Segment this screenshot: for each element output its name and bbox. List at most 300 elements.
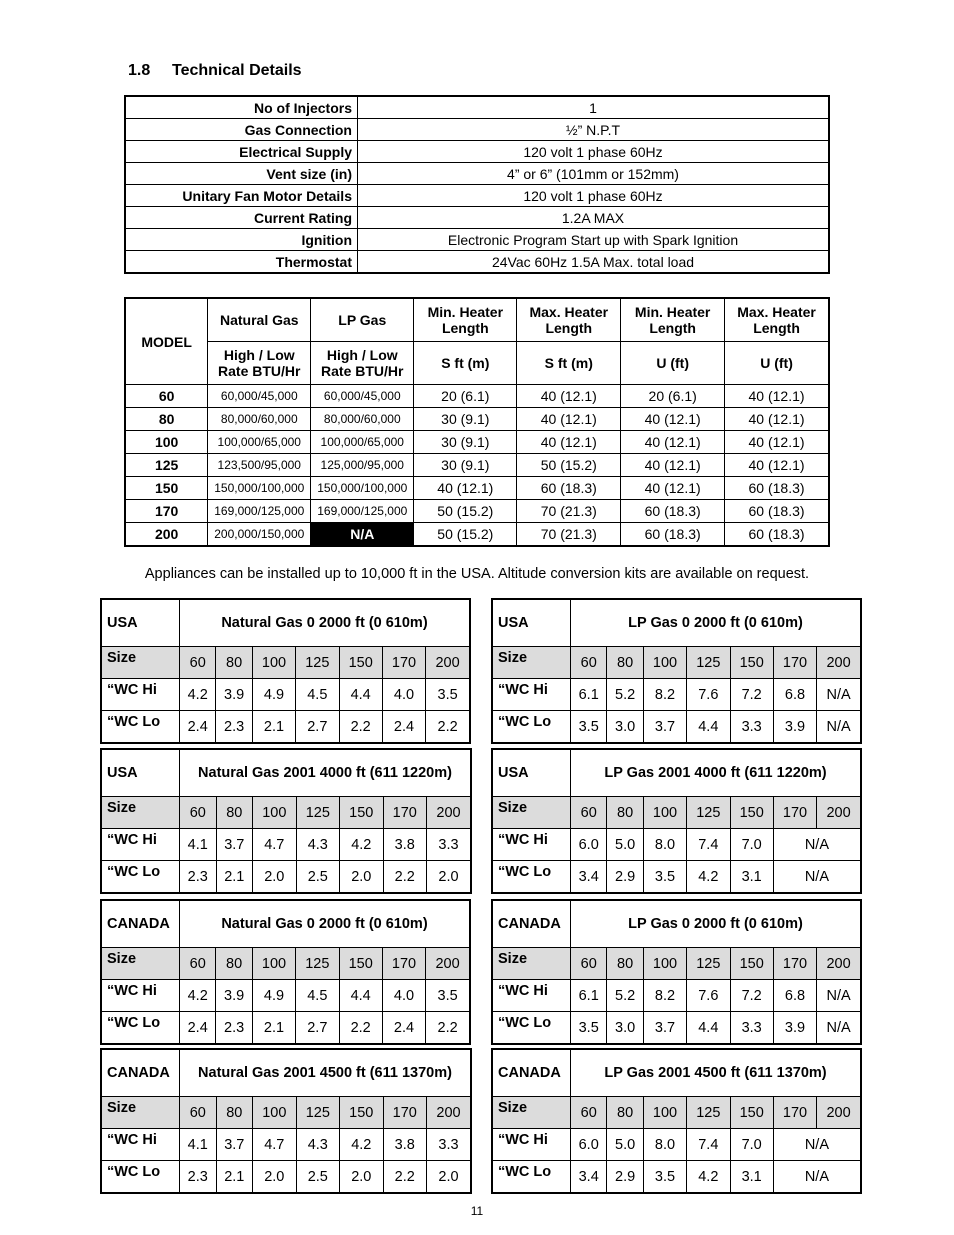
model-value: 40 (12.1)	[621, 477, 725, 500]
spec-value: ½” N.P.T	[358, 119, 830, 141]
pressure-value: 3.4	[571, 1161, 607, 1194]
size-value: 60	[180, 1097, 217, 1129]
size-value: 80	[607, 647, 643, 679]
altitude-pressure-table	[100, 748, 472, 894]
size-value: 200	[426, 948, 470, 980]
altitude-range-title: LP Gas 2001 4500 ft (611 1370m)	[571, 1049, 862, 1097]
model-value: 50 (15.2)	[414, 523, 517, 547]
model-value: 40 (12.1)	[621, 454, 725, 477]
wc-hi-label: “WC Hi	[492, 1129, 571, 1161]
pressure-value: 2.7	[296, 1012, 339, 1045]
model-header-cell: Min. Heater Length	[621, 298, 725, 342]
model-value: 30 (9.1)	[414, 408, 517, 431]
model-value: 80,000/60,000	[311, 408, 414, 431]
spec-label: Gas Connection	[125, 119, 358, 141]
spec-value: 24Vac 60Hz 1.5A Max. total load	[358, 251, 830, 274]
size-value: 170	[773, 1097, 816, 1129]
altitude-range-title: Natural Gas 0 2000 ft (0 610m)	[180, 900, 471, 948]
pressure-value: 2.3	[216, 1012, 252, 1045]
pressure-value: 3.0	[607, 1012, 643, 1045]
size-value: 60	[180, 948, 216, 980]
size-value: 60	[571, 1097, 607, 1129]
model-value: 125,000/95,000	[311, 454, 414, 477]
model-value: 40 (12.1)	[517, 408, 621, 431]
pressure-value: 2.2	[426, 1012, 470, 1045]
size-value: 80	[607, 797, 643, 829]
pressure-value: 2.0	[427, 1161, 472, 1194]
size-value: 80	[607, 1097, 643, 1129]
model-value: 60 (18.3)	[621, 523, 725, 547]
size-value: 100	[643, 797, 686, 829]
pressure-value: 2.0	[253, 861, 296, 894]
model-row	[125, 454, 829, 477]
size-value: 100	[253, 797, 296, 829]
pressure-value: 3.8	[383, 1129, 426, 1161]
pressure-value: 3.8	[383, 829, 426, 861]
altitude-pressure-table	[100, 1048, 472, 1194]
size-value: 125	[296, 797, 339, 829]
region-label: CANADA	[492, 900, 571, 948]
model-value: 50 (15.2)	[414, 500, 517, 523]
model-value: 100,000/65,000	[311, 431, 414, 454]
model-value: 40 (12.1)	[725, 431, 829, 454]
size-value: 100	[253, 1097, 296, 1129]
pressure-value: 3.3	[427, 829, 472, 861]
model-value: 40 (12.1)	[517, 431, 621, 454]
altitude-range-title: LP Gas 2001 4000 ft (611 1220m)	[571, 749, 862, 797]
pressure-value: 3.5	[426, 679, 470, 711]
model-value: 30 (9.1)	[414, 431, 517, 454]
model-header-row	[125, 298, 829, 342]
model-value: 40 (12.1)	[517, 385, 621, 408]
model-value: 40 (12.1)	[414, 477, 517, 500]
pressure-value: 7.6	[687, 980, 730, 1012]
model-header-cell: LP Gas	[311, 298, 414, 342]
spec-row	[125, 163, 829, 185]
pressure-value: 4.3	[296, 1129, 339, 1161]
size-value: 170	[382, 647, 425, 679]
model-number: 170	[125, 500, 208, 523]
pressure-value: 2.9	[607, 1161, 643, 1194]
size-value: 60	[571, 948, 607, 980]
pressure-value: 4.3	[296, 829, 339, 861]
spec-row	[125, 185, 829, 207]
model-row	[125, 385, 829, 408]
size-row	[101, 647, 470, 679]
pressure-value: 5.2	[607, 679, 643, 711]
pressure-value: 3.4	[571, 861, 607, 894]
spec-label: Vent size (in)	[125, 163, 358, 185]
size-value: 200	[817, 797, 861, 829]
model-value: 40 (12.1)	[725, 454, 829, 477]
model-number: 100	[125, 431, 208, 454]
pressure-value: 2.4	[180, 1012, 216, 1045]
pressure-value: 7.4	[687, 829, 730, 861]
pressure-value: 2.7	[296, 711, 339, 744]
pressure-value: 7.0	[730, 1129, 773, 1161]
size-row	[101, 1097, 471, 1129]
pressure-value: 3.9	[216, 679, 252, 711]
pressure-value: 2.1	[252, 1012, 295, 1045]
size-value: 125	[687, 948, 730, 980]
altitude-pressure-table	[100, 598, 471, 744]
altitude-title-row	[492, 1049, 861, 1097]
model-header-cell: Min. Heater Length	[414, 298, 517, 342]
pressure-value: 3.5	[571, 711, 607, 744]
wc-lo-label: “WC Lo	[492, 1161, 571, 1194]
pressure-value: 3.7	[643, 711, 686, 744]
pressure-value: 2.9	[607, 861, 643, 894]
wc-lo-label: “WC Lo	[101, 711, 180, 744]
size-value: 80	[216, 1097, 253, 1129]
pressure-value: 2.0	[427, 861, 472, 894]
pressure-value: 5.0	[607, 829, 643, 861]
wc-lo-label: “WC Lo	[492, 711, 571, 744]
wc-lo-row	[101, 1012, 470, 1045]
model-value: 60 (18.3)	[725, 500, 829, 523]
model-value: 100,000/65,000	[208, 431, 311, 454]
pressure-value: 4.1	[180, 1129, 217, 1161]
size-value: 100	[252, 948, 295, 980]
model-value: 30 (9.1)	[414, 454, 517, 477]
model-value: 60 (18.3)	[725, 523, 829, 547]
region-label: CANADA	[492, 1049, 571, 1097]
wc-lo-row	[492, 1161, 861, 1194]
pressure-value: 3.3	[730, 1012, 773, 1045]
size-value: 200	[817, 1097, 861, 1129]
size-value: 200	[427, 797, 472, 829]
model-row	[125, 431, 829, 454]
pressure-value: 2.0	[340, 861, 383, 894]
pressure-value: N/A	[817, 980, 861, 1012]
size-row	[101, 797, 471, 829]
wc-lo-row	[492, 861, 861, 894]
pressure-value: 3.3	[427, 1129, 472, 1161]
pressure-value: N/A	[773, 1161, 861, 1194]
spec-row	[125, 96, 829, 119]
size-value: 200	[426, 647, 470, 679]
size-value: 125	[296, 1097, 339, 1129]
wc-hi-label: “WC Hi	[101, 980, 180, 1012]
page-number: 11	[470, 1204, 484, 1218]
pressure-value: 4.4	[339, 980, 382, 1012]
model-row	[125, 523, 829, 547]
altitude-title-row	[101, 599, 470, 647]
size-value: 150	[730, 1097, 773, 1129]
region-label: USA	[492, 749, 571, 797]
pressure-value: 4.2	[180, 679, 216, 711]
spec-label: Thermostat	[125, 251, 358, 274]
model-number: 125	[125, 454, 208, 477]
model-value: 60,000/45,000	[311, 385, 414, 408]
model-subheader-cell: S ft (m)	[517, 342, 621, 385]
pressure-value: 4.2	[687, 861, 730, 894]
pressure-value: 7.6	[687, 679, 730, 711]
pressure-value: 3.9	[773, 711, 816, 744]
pressure-value: 8.2	[643, 679, 686, 711]
size-value: 60	[180, 647, 216, 679]
size-value: 150	[340, 1097, 383, 1129]
pressure-value: 2.0	[340, 1161, 383, 1194]
spec-label: No of Injectors	[125, 96, 358, 119]
spec-value: 4” or 6” (101mm or 152mm)	[358, 163, 830, 185]
altitude-title-row	[101, 1049, 471, 1097]
wc-lo-label: “WC Lo	[492, 1012, 571, 1045]
size-value: 125	[687, 647, 730, 679]
model-number: 60	[125, 385, 208, 408]
wc-hi-row	[492, 829, 861, 861]
pressure-value: 8.0	[643, 1129, 686, 1161]
pressure-value: 3.1	[730, 1161, 773, 1194]
pressure-value: 2.2	[426, 711, 470, 744]
wc-hi-row	[101, 980, 470, 1012]
pressure-value: 6.0	[571, 1129, 607, 1161]
model-value: 40 (12.1)	[621, 408, 725, 431]
wc-hi-label: “WC Hi	[492, 829, 571, 861]
size-label: Size	[492, 1097, 571, 1129]
altitude-note: Appliances can be installed up to 10,000 ft in the USA. Altitude conversion kits are available on request.	[144, 566, 810, 582]
spec-label: Electrical Supply	[125, 141, 358, 163]
technical-specs-table	[124, 95, 830, 274]
size-label: Size	[492, 948, 571, 980]
model-header-cell: Natural Gas	[208, 298, 311, 342]
pressure-value: N/A	[817, 679, 861, 711]
model-row	[125, 500, 829, 523]
model-subheader-cell: High / Low Rate BTU/Hr	[208, 342, 311, 385]
size-value: 60	[180, 797, 217, 829]
pressure-value: 2.2	[383, 861, 426, 894]
pressure-value: 7.0	[730, 829, 773, 861]
pressure-value: 7.4	[687, 1129, 730, 1161]
region-label: CANADA	[101, 900, 180, 948]
size-value: 170	[773, 647, 816, 679]
spec-row	[125, 207, 829, 229]
pressure-value: 4.7	[253, 1129, 296, 1161]
size-value: 170	[382, 948, 425, 980]
region-label: USA	[492, 599, 571, 647]
wc-hi-row	[101, 679, 470, 711]
pressure-value: 4.7	[253, 829, 296, 861]
wc-hi-label: “WC Hi	[492, 679, 571, 711]
pressure-value: 3.1	[730, 861, 773, 894]
size-value: 150	[730, 948, 773, 980]
model-row	[125, 477, 829, 500]
size-row	[492, 647, 861, 679]
model-value: 200,000/150,000	[208, 523, 311, 547]
model-value: 169,000/125,000	[311, 500, 414, 523]
size-row	[492, 948, 861, 980]
size-value: 80	[607, 948, 643, 980]
size-label: Size	[101, 797, 180, 829]
pressure-value: 7.2	[730, 679, 773, 711]
size-value: 150	[339, 948, 382, 980]
pressure-value: 4.1	[180, 829, 217, 861]
wc-lo-label: “WC Lo	[101, 1012, 180, 1045]
pressure-value: 4.4	[687, 711, 730, 744]
model-subheader-cell: U (ft)	[621, 342, 725, 385]
spec-row	[125, 229, 829, 251]
size-value: 170	[773, 797, 816, 829]
pressure-value: 7.2	[730, 980, 773, 1012]
region-label: CANADA	[101, 1049, 180, 1097]
size-label: Size	[492, 647, 571, 679]
pressure-value: 3.7	[643, 1012, 686, 1045]
spec-value: 120 volt 1 phase 60Hz	[358, 185, 830, 207]
wc-lo-row	[101, 861, 471, 894]
model-value: 80,000/60,000	[208, 408, 311, 431]
size-value: 170	[383, 797, 426, 829]
pressure-value: 2.1	[216, 1161, 253, 1194]
spec-row	[125, 119, 829, 141]
pressure-value: 3.7	[216, 829, 253, 861]
pressure-value: 2.3	[216, 711, 252, 744]
section-number: 1.8	[128, 62, 151, 79]
pressure-value: 4.4	[687, 1012, 730, 1045]
wc-hi-label: “WC Hi	[492, 980, 571, 1012]
pressure-value: 4.2	[687, 1161, 730, 1194]
model-subheader-cell: S ft (m)	[414, 342, 517, 385]
pressure-value: 8.0	[643, 829, 686, 861]
wc-hi-row	[492, 980, 861, 1012]
model-value: 70 (21.3)	[517, 500, 621, 523]
size-row	[492, 797, 861, 829]
model-value: 60 (18.3)	[621, 500, 725, 523]
wc-lo-row	[101, 1161, 471, 1194]
spec-label: Current Rating	[125, 207, 358, 229]
pressure-value: N/A	[773, 829, 861, 861]
altitude-title-row	[101, 749, 471, 797]
size-value: 80	[216, 948, 252, 980]
size-value: 80	[216, 647, 252, 679]
pressure-value: N/A	[773, 1129, 861, 1161]
wc-hi-row	[101, 1129, 471, 1161]
size-value: 170	[773, 948, 816, 980]
size-value: 100	[643, 647, 686, 679]
model-number: 150	[125, 477, 208, 500]
model-value: 50 (15.2)	[517, 454, 621, 477]
altitude-range-title: Natural Gas 2001 4500 ft (611 1370m)	[180, 1049, 472, 1097]
pressure-value: N/A	[773, 861, 861, 894]
size-label: Size	[101, 1097, 180, 1129]
model-value: 20 (6.1)	[414, 385, 517, 408]
pressure-value: 6.1	[571, 679, 607, 711]
spec-value: Electronic Program Start up with Spark Ignition	[358, 229, 830, 251]
model-value: 123,500/95,000	[208, 454, 311, 477]
region-label: USA	[101, 599, 180, 647]
wc-hi-label: “WC Hi	[101, 829, 180, 861]
model-value: 40 (12.1)	[725, 385, 829, 408]
pressure-value: 4.2	[180, 980, 216, 1012]
pressure-value: 8.2	[643, 980, 686, 1012]
altitude-pressure-table	[491, 1048, 862, 1194]
pressure-value: 3.5	[643, 1161, 686, 1194]
size-value: 125	[296, 948, 339, 980]
pressure-value: 4.4	[339, 679, 382, 711]
pressure-value: 2.1	[216, 861, 253, 894]
model-value: 60,000/45,000	[208, 385, 311, 408]
size-value: 100	[643, 1097, 686, 1129]
model-subheader-row	[125, 342, 829, 385]
pressure-value: 5.0	[607, 1129, 643, 1161]
spec-label: Ignition	[125, 229, 358, 251]
size-row	[101, 948, 470, 980]
pressure-value: 2.3	[180, 1161, 217, 1194]
altitude-pressure-table	[491, 899, 862, 1045]
pressure-value: 2.0	[253, 1161, 296, 1194]
pressure-value: 2.3	[180, 861, 217, 894]
model-value: 60 (18.3)	[517, 477, 621, 500]
size-value: 200	[817, 647, 861, 679]
spec-row	[125, 251, 829, 274]
wc-lo-row	[492, 1012, 861, 1045]
pressure-value: 3.7	[216, 1129, 253, 1161]
altitude-range-title: Natural Gas 2001 4000 ft (611 1220m)	[180, 749, 472, 797]
model-subheader-cell: U (ft)	[725, 342, 829, 385]
pressure-value: 4.0	[382, 679, 425, 711]
model-header-cell: MODEL	[125, 298, 208, 385]
wc-lo-row	[101, 711, 470, 744]
model-row	[125, 408, 829, 431]
pressure-value: 2.5	[296, 861, 339, 894]
model-value: 150,000/100,000	[311, 477, 414, 500]
pressure-value: 6.1	[571, 980, 607, 1012]
section-heading	[128, 62, 302, 80]
region-label: USA	[101, 749, 180, 797]
pressure-value: 4.2	[340, 1129, 383, 1161]
section-title: Technical Details	[172, 62, 302, 79]
model-header-cell: Max. Heater Length	[725, 298, 829, 342]
size-value: 125	[687, 1097, 730, 1129]
altitude-pressure-table	[491, 598, 862, 744]
pressure-value: 2.4	[180, 711, 216, 744]
size-value: 60	[571, 797, 607, 829]
wc-lo-label: “WC Lo	[492, 861, 571, 894]
model-value: N/A	[311, 523, 414, 547]
pressure-value: 4.2	[340, 829, 383, 861]
size-value: 100	[252, 647, 295, 679]
model-value: 70 (21.3)	[517, 523, 621, 547]
model-value: 40 (12.1)	[621, 431, 725, 454]
size-value: 100	[643, 948, 686, 980]
model-specs-table	[124, 297, 830, 547]
size-value: 150	[340, 797, 383, 829]
wc-hi-label: “WC Hi	[101, 679, 180, 711]
size-value: 125	[687, 797, 730, 829]
size-value: 80	[216, 797, 253, 829]
size-value: 125	[296, 647, 339, 679]
size-value: 150	[730, 797, 773, 829]
pressure-value: 2.5	[296, 1161, 339, 1194]
model-value: 169,000/125,000	[208, 500, 311, 523]
wc-lo-label: “WC Lo	[101, 861, 180, 894]
model-value: 20 (6.1)	[621, 385, 725, 408]
spec-value: 1.2A MAX	[358, 207, 830, 229]
pressure-value: 3.5	[571, 1012, 607, 1045]
altitude-title-row	[492, 749, 861, 797]
altitude-pressure-table	[100, 899, 471, 1045]
model-number: 80	[125, 408, 208, 431]
pressure-value: N/A	[817, 1012, 861, 1045]
pressure-value: 3.0	[607, 711, 643, 744]
size-row	[492, 1097, 861, 1129]
pressure-value: 2.4	[382, 1012, 425, 1045]
size-label: Size	[492, 797, 571, 829]
altitude-pressure-table	[491, 748, 862, 894]
model-value: 150,000/100,000	[208, 477, 311, 500]
altitude-title-row	[492, 900, 861, 948]
wc-lo-row	[492, 711, 861, 744]
pressure-value: 3.9	[773, 1012, 816, 1045]
